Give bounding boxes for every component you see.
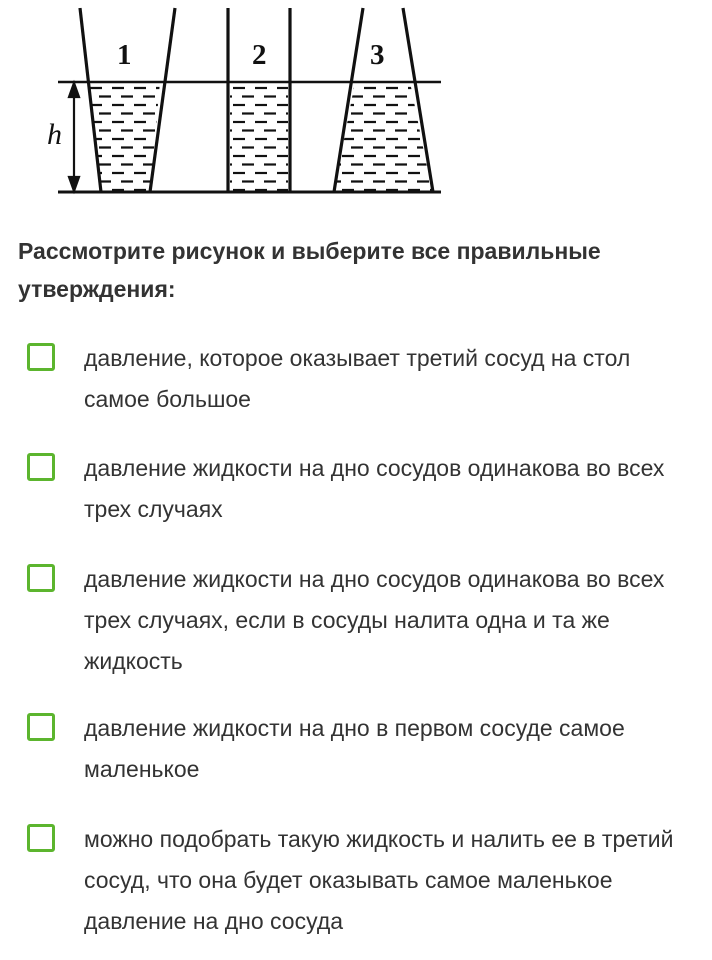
vessels-diagram bbox=[0, 0, 460, 200]
option-3-checkbox[interactable] bbox=[27, 564, 55, 592]
vessel-2-label: 2 bbox=[252, 39, 267, 71]
option-4-label[interactable]: давление жидкости на дно в первом сосуде самое маленькое bbox=[84, 715, 625, 782]
option-1-label[interactable]: давление, которое оказывает третий сосуд на стол самое большое bbox=[84, 345, 631, 412]
option-4-checkbox[interactable] bbox=[27, 713, 55, 741]
option-1-checkbox[interactable] bbox=[27, 343, 55, 371]
question-text: Рассмотрите рисунок и выберите все правильные утверждения: bbox=[18, 238, 601, 302]
option-5-label[interactable]: можно подобрать такую жидкость и налить ее в третий сосуд, что она будет оказывать самое маленькое давление на дно сосуда bbox=[84, 826, 674, 934]
height-arrow bbox=[69, 83, 79, 191]
vessels-figure bbox=[0, 0, 460, 200]
vessel-3-label: 3 bbox=[370, 39, 385, 71]
vessel-1-label: 1 bbox=[117, 39, 132, 71]
height-label: h bbox=[47, 118, 62, 151]
option-2-label[interactable]: давление жидкости на дно сосудов одинакова во всех трех случаях bbox=[84, 455, 665, 522]
option-2-checkbox[interactable] bbox=[27, 453, 55, 481]
liquid-vessel-2 bbox=[211, 88, 298, 190]
option-3-label[interactable]: давление жидкости на дно сосудов одинакова во всех трех случаях, если в сосуды налита одна и та же жидкость bbox=[84, 566, 665, 674]
option-5-checkbox[interactable] bbox=[27, 824, 55, 852]
vessel-2 bbox=[228, 8, 290, 192]
